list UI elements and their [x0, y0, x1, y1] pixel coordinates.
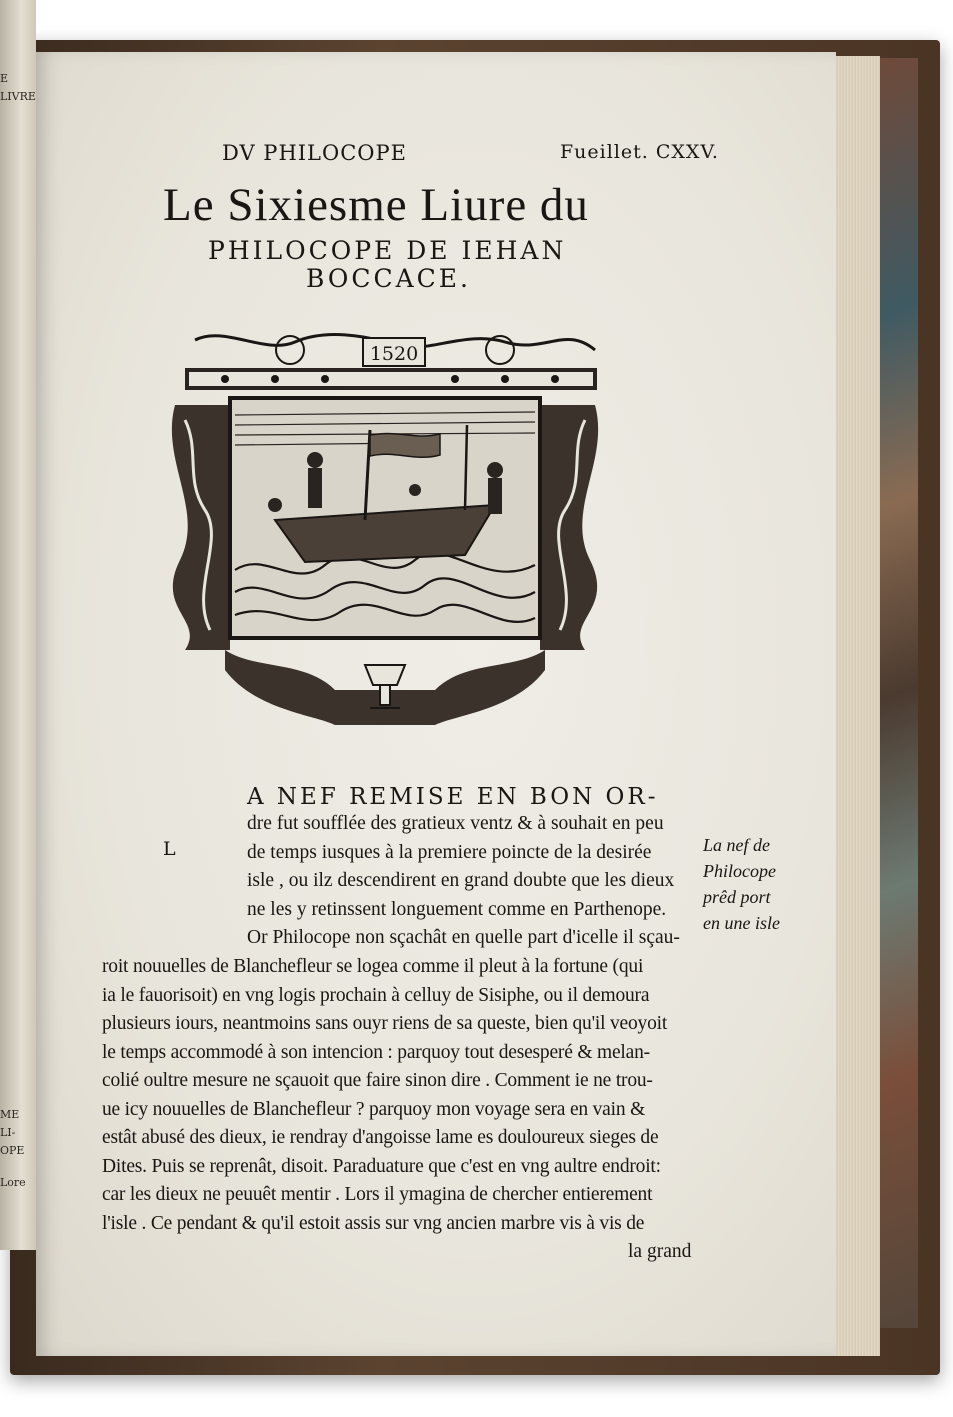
book-title: Le Sixiesme Liure du	[163, 179, 589, 231]
text-line: colié oultre mesure ne sçauoit que faire sinon dire . Comment ie ne trou-	[102, 1070, 653, 1091]
book-subtitle-author: BOCCACE.	[306, 264, 471, 293]
marbled-board	[880, 58, 918, 1328]
marginal-note-line: La nef de	[703, 835, 770, 855]
woodcut-date: 1520	[369, 343, 419, 365]
text-line: ne les y retinssent longuement comme en Parthenope.	[247, 898, 667, 920]
text-line: le temps accommodé à son intencion : parquoy tout desesperé & melan-	[102, 1041, 650, 1063]
page-edges	[832, 56, 880, 1356]
marginal-note-line: prêd port	[703, 887, 771, 907]
ship-woodcut-icon	[165, 330, 605, 730]
text-line: dre fut soufflée des gratieux ventz & à souhait en peu	[247, 813, 664, 834]
text-line: l'isle . Ce pendant & qu'il estoit assis sur vng ancien marbre vis à vis de	[102, 1212, 645, 1234]
left-page	[0, 0, 36, 1250]
initial-letter: L	[163, 838, 176, 860]
marginal-note	[703, 832, 780, 936]
left-page-fragment: ME LI-	[0, 1108, 20, 1139]
text-line: de temps iusques à la premiere poincte de la desirée	[247, 841, 652, 863]
text-line: ue icy nouuelles de Blanchefleur ? parquoy mon voyage sera en vain &	[102, 1098, 646, 1120]
text-line: plusieurs iours, neantmoins sans ouyr riens de sa queste, bien qu'il veoyoit	[102, 1013, 668, 1034]
left-page-header: E LIVRE	[0, 72, 36, 103]
text-line: Or Philocope non sçachât en quelle part d'icelle il sçau-	[247, 927, 680, 948]
text-line: roit nouuelles de Blanchefleur se logea comme il pleut à la fortune (qui	[102, 956, 644, 977]
woodcut-illustration	[165, 330, 605, 730]
left-page-fragment: OPE	[0, 1144, 25, 1157]
left-page-text	[0, 70, 34, 1192]
running-head-folio: Fueillet. CXXV.	[560, 141, 719, 163]
text-line: isle , ou ilz descendirent en grand doubte que les dieux	[247, 870, 675, 891]
marginal-note-line: en une isle	[703, 913, 780, 933]
marginal-note-line: Philocope	[703, 861, 776, 881]
left-page-fragment: Lore	[0, 1176, 26, 1189]
book-subtitle: PHILOCOPE DE IEHAN	[208, 236, 567, 265]
catchword: la grand	[628, 1241, 692, 1262]
body-paragraph	[102, 953, 667, 1238]
text-line: car les dieux ne peuuêt mentir . Lors il ymagina de chercher entierement	[102, 1184, 653, 1205]
text-line: Dites. Puis se reprenât, disoit. Paraduature que c'est en vng aultre endroit:	[102, 1155, 661, 1177]
running-head-left: DV PHILOCOPE	[222, 141, 407, 165]
incipit-line: A NEF REMISE EN BON OR-	[247, 784, 659, 810]
indented-paragraph	[247, 810, 680, 953]
text-line: estât abusé des dieux, ie rendray d'angoisse lame es douloureux sieges de	[102, 1127, 659, 1148]
text-line: ia le fauorisoit) en vng logis prochain à celluy de Sisiphe, ou il demoura	[102, 984, 650, 1006]
